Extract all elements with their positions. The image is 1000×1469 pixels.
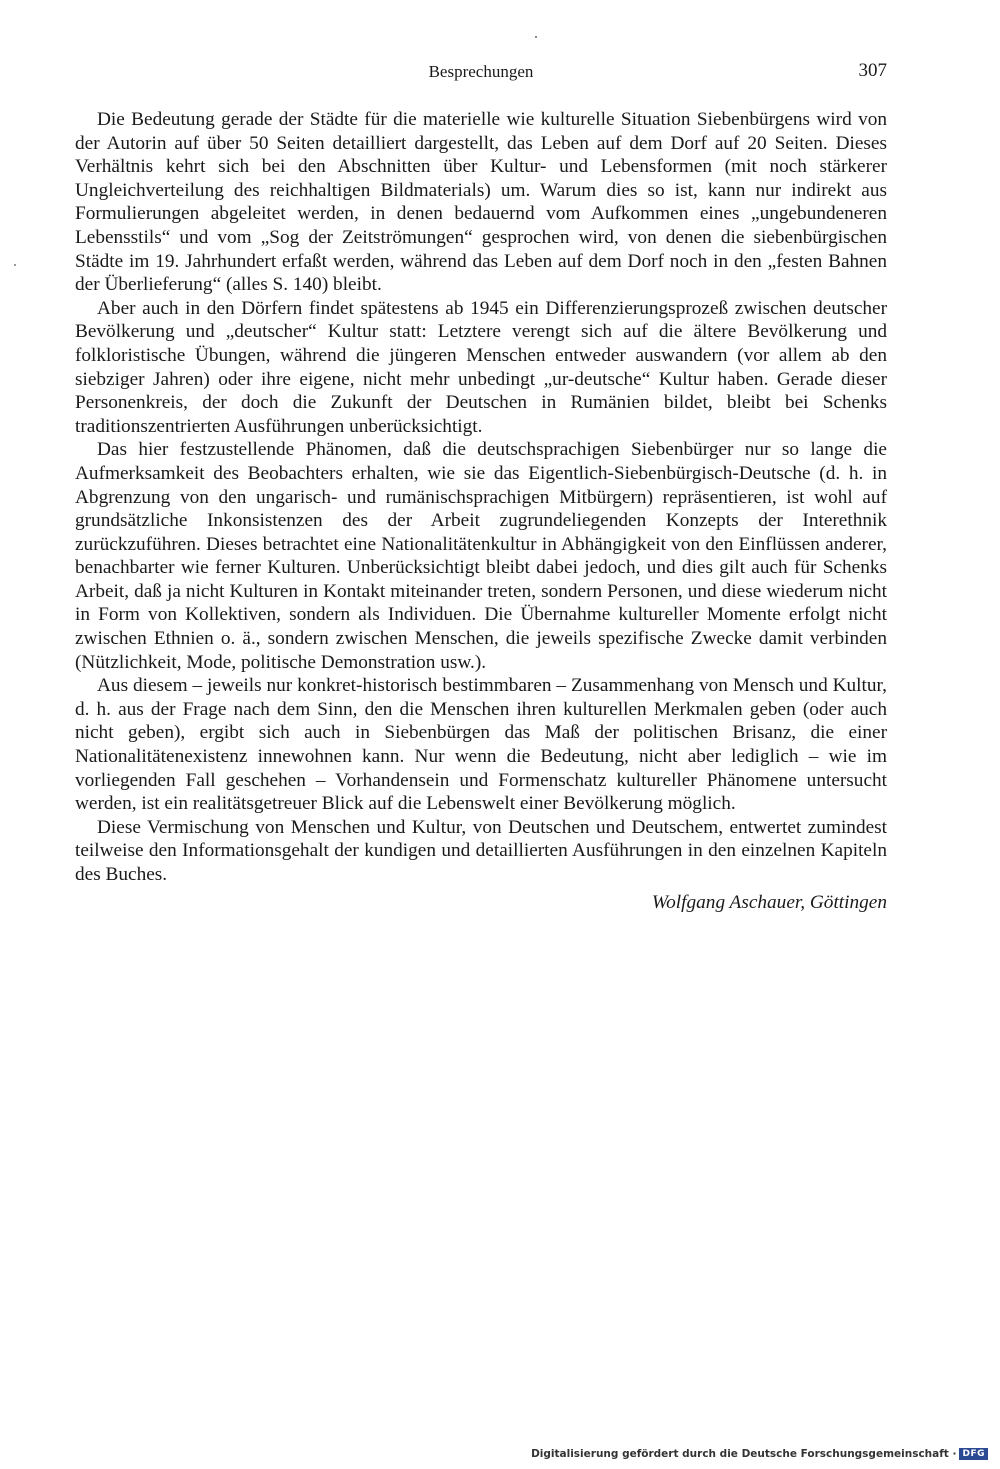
dfg-logo: DFG <box>959 1448 988 1460</box>
digitization-footer <box>531 1448 988 1460</box>
reviewer-signature: Wolfgang Aschauer, Göttingen <box>651 891 887 913</box>
paragraph: Aus diesem – jeweils nur konkret-historisch bestimmbaren – Zusammenhang von Mensch und Kultur, d. h. aus der Frage nach dem Sinn, den die Menschen ihren kulturellen Merkmalen geben (oder auch nicht geben), ergibt sich auch in Siebenbürgen das Maß der politischen Brisanz, die einer Nationalitätenexistenz innewohnen kann. Nur wenn die Bedeutung, nicht aber lediglich – wie im vorliegenden Fall geschehen – Vorhandensein und Formenschatz kultureller Phänomene untersucht werden, ist ein realitätsgetreuer Blick auf die Lebenswelt einer Bevölkerung möglich. <box>75 675 887 815</box>
page-number: 307 <box>858 60 887 81</box>
review-body <box>75 108 887 914</box>
scan-speck <box>14 264 16 266</box>
running-title: Besprechungen <box>428 62 534 81</box>
paragraph: Diese Vermischung von Menschen und Kultur, von Deutschen und Deutschem, entwertet zumindest teilweise den Informationsgehalt der kundigen und detaillierten Ausführungen in den einzelnen Kapiteln des Buches. <box>75 816 887 885</box>
scan-speck <box>535 36 537 38</box>
paragraph: Aber auch in den Dörfern findet spätestens ab 1945 ein Differenzierungsprozeß zwischen deutscher Bevölkerung und „deutscher“ Kultur statt: Letztere verengt sich auf die ältere Bevölkerung und folkloristische Übungen, während die jüngeren Menschen entweder auswandern (vor allem ab den siebziger Jahren) oder ihre eigene, nicht mehr unbedingt „ur-deutsche“ Kultur haben. Gerade dieser Personenkreis, der doch die Zukunft der Deutschen in Rumänien bildet, bleibt bei Schenks traditionszentrierten Ausführungen unberücksichtigt. <box>75 297 887 437</box>
page-header <box>75 60 887 88</box>
paragraph: Die Bedeutung gerade der Städte für die materielle wie kulturelle Situation Siebenbürgens wird von der Autorin auf über 50 Seiten detailliert dargestellt, das Leben auf dem Dorf auf 20 Seiten. Dieses Verhältnis kehrt sich bei den Abschnitten über Kultur- und Lebensformen (mit noch stärkerer Ungleichverteilung des reichhaltigen Bildmaterials) um. Warum dies so ist, kann nur indirekt aus Formulierungen abgeleitet werden, in denen bedauernd vom Aufkommen eines „ungebundeneren Lebensstils“ und vom „Sog der Zeitströmungen“ gesprochen wird, von denen die siebenbürgischen Städte im 19. Jahrhundert erfaßt werden, während das Leben auf dem Dorf noch in den „festen Bahnen der Überlieferung“ (alles S. 140) bleibt. <box>75 109 887 296</box>
footer-text: Digitalisierung gefördert durch die Deutsche Forschungsgemeinschaft · <box>531 1448 957 1460</box>
paragraph: Das hier festzustellende Phänomen, daß die deutschsprachigen Siebenbürger nur so lange die Aufmerksamkeit des Beobachters erhalten, wie sie das Eigentlich-Siebenbürgisch-Deutsche (d. h. in Abgrenzung von den ungarisch- und rumänischsprachigen Mitbürgern) repräsentieren, ist wohl auf grundsätzliche Inkonsistenzen des der Arbeit zugrundeliegenden Konzepts der Interethnik zurückzuführen. Dieses betrachtet eine Nationalitätenkultur in Abhängigkeit von den Einflüssen anderer, benachbarter wie ferner Kulturen. Unberücksichtigt bleibt dabei jedoch, und dies gilt auch für Schenks Arbeit, daß ja nicht Kulturen in Kontakt miteinander treten, sondern Personen, und diese wiederum nicht in Form von Kollektiven, sondern als Individuen. Die Übernahme kultureller Momente erfolgt nicht zwischen Ethnien o. ä., sondern zwischen Menschen, die jeweils spezifische Zwecke damit verbinden (Nützlichkeit, Mode, politische Demonstration usw.). <box>75 439 887 673</box>
